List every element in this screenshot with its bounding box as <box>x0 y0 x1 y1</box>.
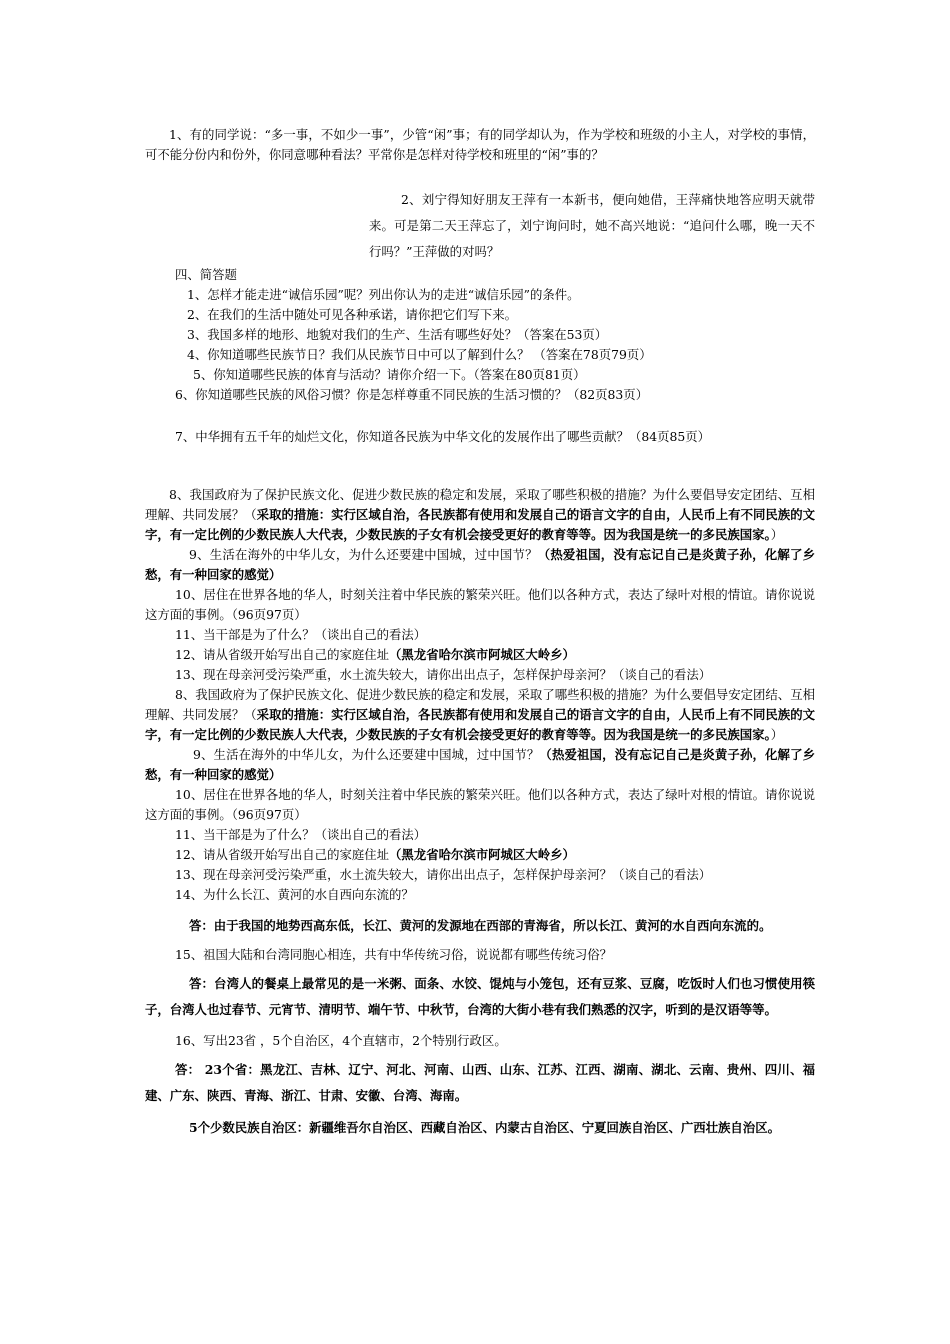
answer-text: （黑龙省哈尔滨市阿城区大岭乡） <box>389 847 575 862</box>
answer-16-regions <box>145 1115 815 1141</box>
short-answer-11: 11、当干部是为了什么？（谈出自己的看法） <box>175 627 427 642</box>
question-text: 12、请从省级开始写出自己的家庭住址 <box>175 847 390 862</box>
question-1: 1、有的同学说：“多一事，不如少一事”，少管“闲”事；有的同学却认为，作为学校和班级的小主人，对学校的事情，可不能分份内和份外，你同意哪种看法？平常你是怎样对待学校和班里的“闲”事的？ <box>145 127 815 162</box>
short-answer-5: 5、你知道哪些民族的体育与活动？请你介绍一下。（答案在80页81页） <box>193 367 586 382</box>
short-answer-3: 3、我国多样的地形、地貌对我们的生产、生活有哪些好处？（答案在53页） <box>187 327 608 342</box>
short-answer-1: 1、怎样才能走进“诚信乐园”呢？列出你认为的走进“诚信乐园”的条件。 <box>187 287 580 302</box>
short-answer-15: 15、祖国大陆和台湾同胞心相连，共有中华传统习俗，说说都有哪些传统习俗？ <box>175 947 613 962</box>
answer-text: （黑龙省哈尔滨市阿城区大岭乡） <box>389 647 575 662</box>
close-paren: ） <box>770 727 784 742</box>
close-paren: ） <box>770 527 784 542</box>
answer-text: 答：由于我国的地势西高东低，长江、黄河的发源地在西部的青海省，所以长江、黄河的水自西向东流的。 <box>189 918 772 933</box>
short-answer-10: 10、居住在世界各地的华人，时刻关注着中华民族的繁荣兴旺。他们以各种方式，表达了绿叶对根的情谊。请你说说这方面的事例。（96页97页） <box>145 587 815 622</box>
question-text: 8、我国政府为了保护民族文化、促进少数民族的稳定和发展，采取了哪些积极的措施？为什么要倡导安定团结、互相理解、共同发展？（ <box>145 687 815 722</box>
answer-text: 答：台湾人的餐桌上最常见的是一米粥、面条、水饺、馄炖与小笼包，还有豆浆、豆腐，吃饭时人们也习惯使用筷子，台湾人也过春节、元宵节、清明节、端午节、中秋节，台湾的大街小巷有我们熟悉的汉字，听到的是汉语等等。 <box>145 976 815 1017</box>
answer-text: 采取的措施：实行区域自治，各民族都有使用和发展自己的语言文字的自由，人民币上有不同民族的文字，有一定比例的少数民族人大代表，少数民族的子女有机会接受更好的教育等等。因为我国是统一的多民族国家。 <box>145 507 816 542</box>
short-answer-4: 4、你知道哪些民族节日？我们从民族节日中可以了解到什么？ （答案在78页79页） <box>187 347 652 362</box>
section-heading: 四、简答题 <box>175 267 237 282</box>
answer-text: （热爱祖国，没有忘记自己是炎黄子孙，化解了乡愁，有一种回家的感觉） <box>145 747 816 782</box>
short-answer-16: 16、写出23省 ，5个自治区，4个直辖市，2个特别行政区。 <box>175 1033 507 1048</box>
question-2: 2、刘宁得知好朋友王萍有一本新书，便向她借，王萍痛快地答应明天就带来。可是第二天王萍忘了，刘宁询问时，她不高兴地说：“追问什么哪，晚一天不行吗？”王萍做的对吗？ <box>369 192 815 259</box>
answer-15 <box>145 971 815 1023</box>
short-answer-2: 2、在我们的生活中随处可见各种承诺，请你把它们写下来。 <box>187 307 518 322</box>
short-answer-12 <box>175 645 815 665</box>
short-answer-7: 7、中华拥有五千年的灿烂文化，你知道各民族为中华文化的发展作出了哪些贡献？（84页85页） <box>175 429 711 444</box>
answer-16-provinces <box>145 1057 815 1109</box>
short-answer-9-repeat <box>145 745 815 785</box>
short-answer-10-repeat: 10、居住在世界各地的华人，时刻关注着中华民族的繁荣兴旺。他们以各种方式，表达了绿叶对根的情谊。请你说说这方面的事例。（96页97页） <box>145 787 815 822</box>
short-answer-13-repeat: 13、现在母亲河受污染严重，水土流失较大，请你出出点子，怎样保护母亲河？（谈自己的看法） <box>175 867 712 882</box>
answer-text: （热爱祖国，没有忘记自己是炎黄子孙，化解了乡愁，有一种回家的感觉） <box>145 547 815 582</box>
short-answer-8-repeat <box>145 685 815 745</box>
question-text: 12、请从省级开始写出自己的家庭住址 <box>175 647 390 662</box>
document-body <box>145 125 815 1141</box>
question-text: 9、生活在海外的中华儿女，为什么还要建中国城，过中国节？ <box>189 547 538 562</box>
short-answer-11-repeat: 11、当干部是为了什么？（谈出自己的看法） <box>175 827 427 842</box>
answer-text: 采取的措施：实行区域自治，各民族都有使用和发展自己的语言文字的自由，人民币上有不同民族的文字，有一定比例的少数民族人大代表，少数民族的子女有机会接受更好的教育等等。因为我国是统一的多民族国家。 <box>145 707 816 742</box>
short-answer-13: 13、现在母亲河受污染严重，水土流失较大，请你出出点子，怎样保护母亲河？（谈自己的看法） <box>175 667 712 682</box>
answer-text: 5个少数民族自治区：新疆维吾尔自治区、西藏自治区、内蒙古自治区、宁夏回族自治区、广西壮族自治区。 <box>189 1120 780 1135</box>
question-text: 8、我国政府为了保护民族文化、促进少数民族的稳定和发展，采取了哪些积极的措施？为什么要倡导安定团结、互相理解、共同发展？（ <box>145 487 815 522</box>
short-answer-6: 6、你知道哪些民族的风俗习惯？你是怎样尊重不同民族的生活习惯的？（82页83页） <box>175 387 649 402</box>
answer-text: 答： 23个省：黑龙江、吉林、辽宁、河北、河南、山西、山东、江苏、江西、湖南、湖北、云南、贵州、四川、福建、广东、陕西、青海、浙江、甘肃、安徽、台湾、海南。 <box>145 1062 815 1103</box>
answer-14 <box>145 913 815 939</box>
short-answer-14: 14、为什么长江、黄河的水自西向东流的？ <box>175 887 414 902</box>
question-text: 9、生活在海外的中华儿女，为什么还要建中国城，过中国节？ <box>193 747 540 762</box>
short-answer-12-repeat <box>175 845 815 865</box>
short-answer-9 <box>145 545 815 585</box>
short-answer-8 <box>145 485 815 545</box>
